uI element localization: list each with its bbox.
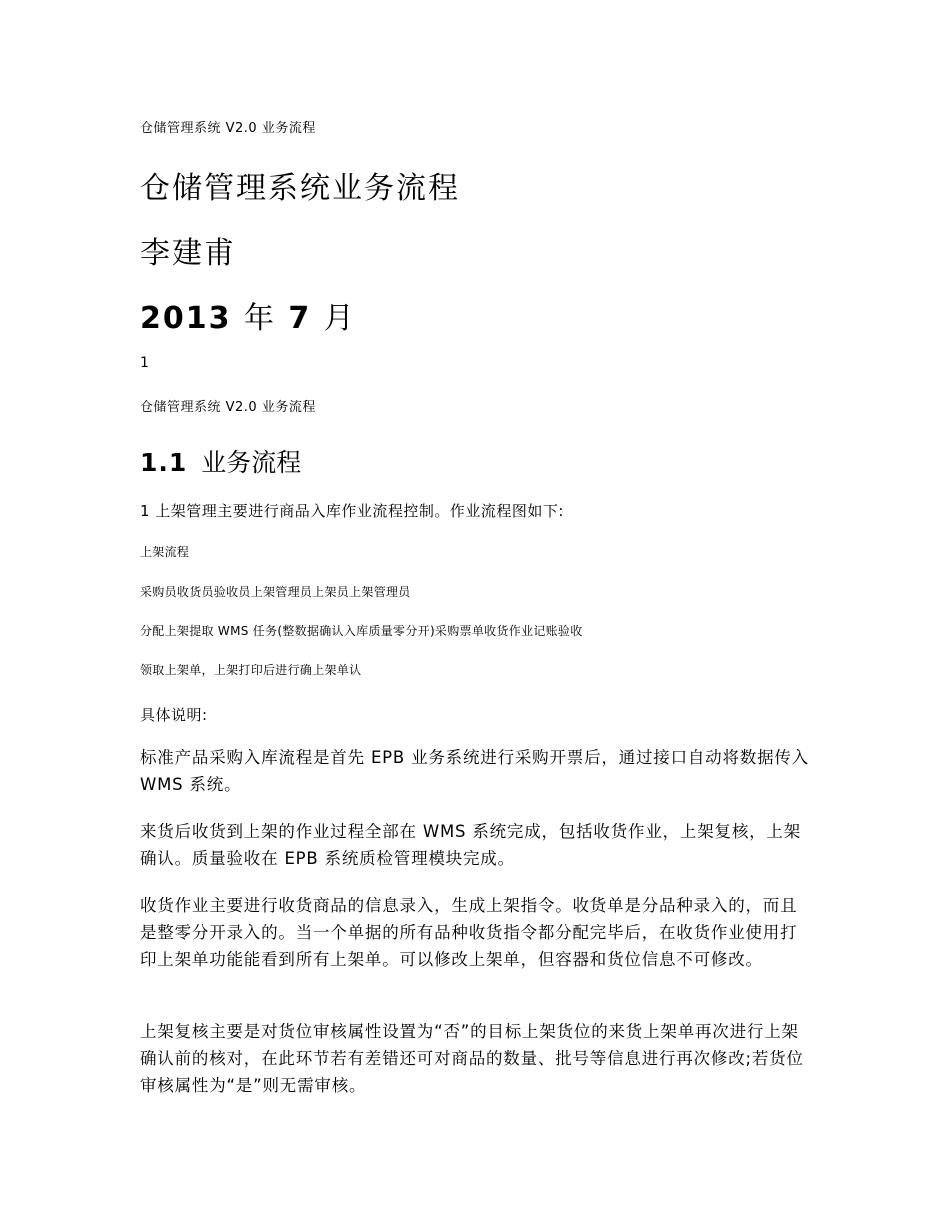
- section-number: 1.1: [140, 448, 188, 477]
- flow-line-actions: 领取上架单，上架打印后进行确上架单认: [140, 663, 362, 677]
- date-year-unit: 年: [243, 301, 276, 336]
- document-date: [140, 293, 356, 337]
- date-month-unit: 月: [323, 301, 356, 336]
- running-header: 仓储管理系统 V2.0 业务流程: [140, 121, 316, 136]
- paragraph-2: 来货后收货到上架的作业过程全部在 WMS 系统完成，包括收货作业，上架复核，上架确认。质量验收在 EPB 系统质检管理模块完成。: [140, 822, 802, 868]
- flow-line-steps: 分配上架提取 WMS 任务(整数据确认入库质量零分开)采购票单收货作业记账验收: [140, 624, 583, 638]
- section-title: 业务流程: [201, 448, 302, 477]
- date-year: 2013: [140, 301, 232, 336]
- paragraph-3: 收货作业主要进行收货商品的信息录入，生成上架指令。收货单是分品种录入的，而且是整零分开录入的。当一个单据的所有品种收货指令都分配完毕后，在收货作业使用打印上架单功能能看到所有上架单。可以修改上架单，但容器和货位信息不可修改。: [140, 896, 798, 969]
- date-month: 7: [288, 301, 312, 336]
- flow-title: 上架流程: [140, 545, 190, 559]
- flow-line-roles: 采购员收货员验收员上架管理员上架员上架管理员: [140, 585, 411, 599]
- paragraph-4: 上架复核主要是对货位审核属性设置为“否”的目标上架货位的来货上架单再次进行上架确认前的核对，在此环节若有差错还可对商品的数量、批号等信息进行再次修改;若货位审核属性为“是”则无需审核。: [140, 1022, 804, 1095]
- running-header-page-2: 仓储管理系统 V2.0 业务流程: [140, 400, 316, 415]
- intro-text: 1 上架管理主要进行商品入库作业流程控制。作业流程图如下:: [140, 502, 564, 520]
- page-number: 1: [140, 355, 149, 371]
- author-name: 李建甫: [140, 236, 236, 271]
- details-label: 具体说明:: [140, 706, 208, 724]
- document-title: 仓储管理系统业务流程: [140, 171, 460, 206]
- section-heading: [140, 443, 301, 479]
- paragraph-1: 标准产品采购入库流程是首先 EPB 业务系统进行采购开票后，通过接口自动将数据传入 WMS 系统。: [140, 748, 809, 794]
